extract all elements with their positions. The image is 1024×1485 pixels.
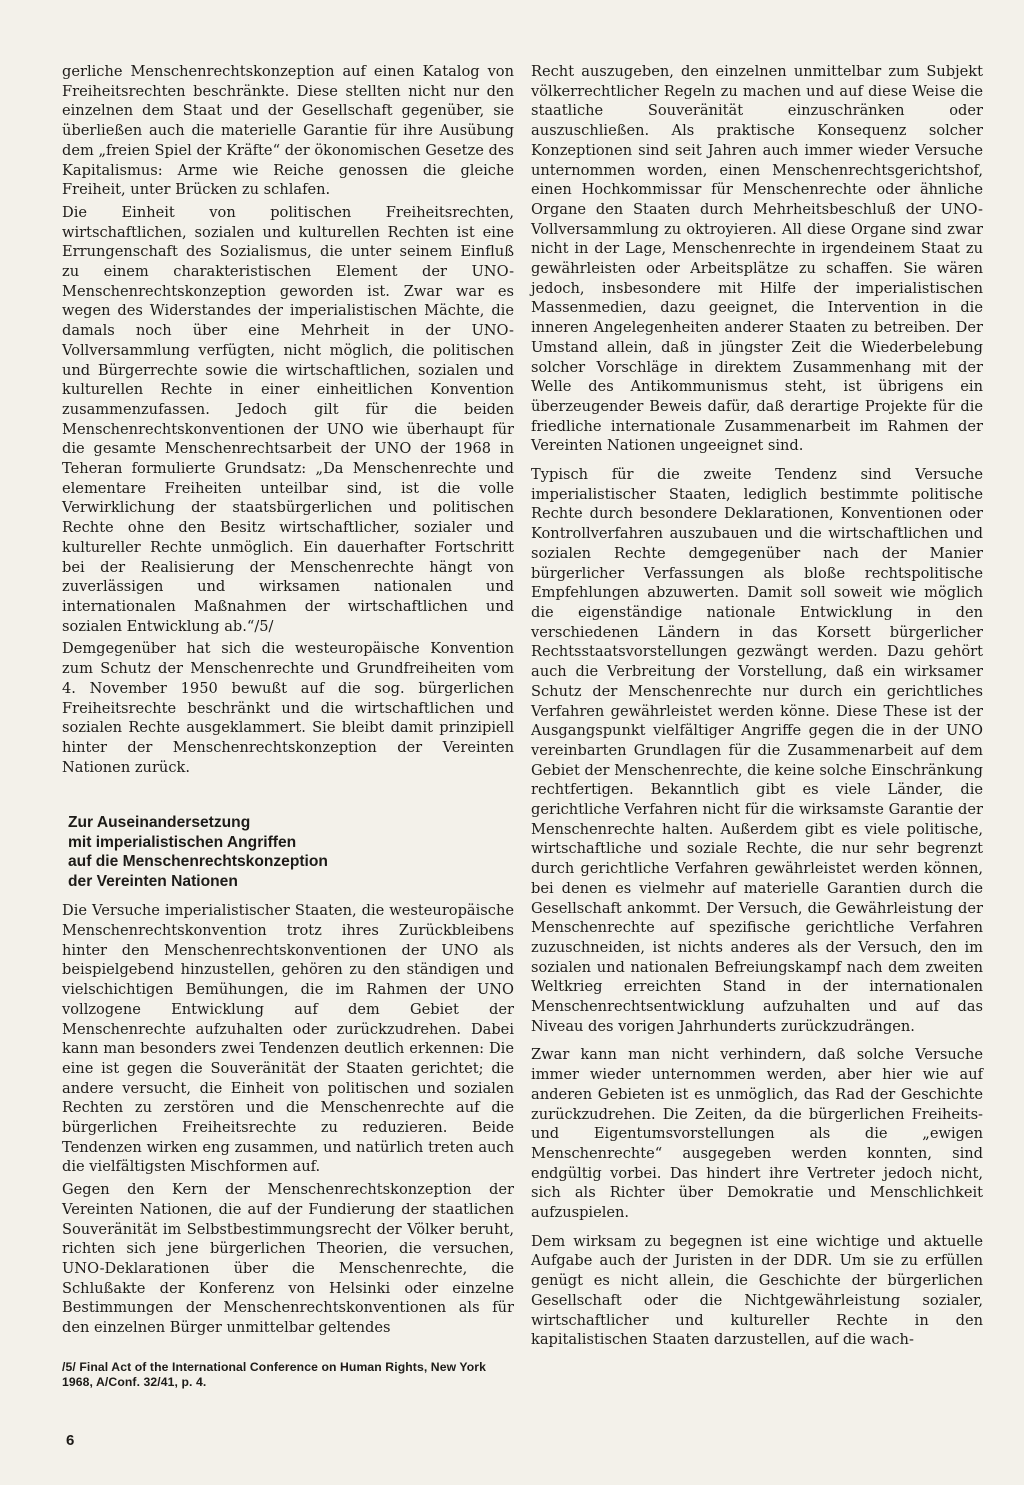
paragraph: Typisch für die zweite Tendenz sind Versuche imperialistischer Staaten, lediglich bestimmte politische Rechte durch besondere Deklarationen, Konventionen oder Kontrollverfahren auszubauen und die wirtschaftlichen und sozialen Rechte demgegenüber nach der Manier bürgerlicher Verfassungen als bloße rechtspolitische Empfehlungen abzuwerten. Damit soll soweit wie möglich die eigenständige nationale Entwicklung in den verschiedenen Ländern in das Korsett bürgerlicher Rechtsstaatsvorstellungen gezwängt werden. Dazu gehört auch die Verbreitung der Vorstellung, daß ein wirksamer Schutz der Menschenrechte nur durch ein gerichtliches Verfahren gewährleistet werden könne. Diese These ist der Ausgangspunkt vielfältiger Angriffe gegen die in der UNO vereinbarten Grundlagen für die Zusammenarbeit auf dem Gebiet der Menschenrechte, die keine solche Einschränkung rechtfertigen. Bekanntlich gibt es viele Länder, die gerichtliche Verfahren nicht für die wirksamste Garantie der Menschenrechte halten. Außerdem gibt es viele politische, wirtschaftliche und soziale Rechte, die nur sehr begrenzt durch gerichtliche Verfahren gewährleistet werden können, bei denen es vielmehr auf materielle Garantien durch die Gesellschaft ankommt. Der Versuch, die Gewährleistung der Menschenrechte auf spezifische gerichtliche Verfahren zuzuschneiden, ist nichts anderes als der Versuch, den im sozialen und nationalen Befreiungskampf nach dem zweiten Weltkrieg erreichten Stand in der internationalen Menschenrechtsentwicklung aufzuhalten und auf das Niveau des vorigen Jahrhunderts zurückzudrängen. <box>531 466 983 1035</box>
heading-line: der Vereinten Nationen <box>68 872 238 890</box>
right-column <box>531 62 983 1359</box>
heading-line: auf die Menschenrechtskonzeption <box>68 853 328 871</box>
left-column <box>62 62 514 1390</box>
heading-line: mit imperialistischen Angriffen <box>68 833 297 851</box>
paragraph: Die Versuche imperialistischer Staaten, die westeuropäische Menschenrechtskonvention trotz ihres Zurückbleibens hinter den Menschenrechtskonventionen der UNO als beispielgebend hinzustellen, gehören zu den ständigen und vielschichtigen Bemühungen, die im Rahmen der UNO vollzogene Entwicklung auf dem Gebiet der Menschenrechte aufzuhalten oder zurückzudrehen. Dabei kann man besonders zwei Tendenzen deutlich erkennen: Die eine ist gegen die Souveränität der Staaten gerichtet; die andere versucht, die Einheit von politischen und sozialen Rechten zu zerstören und die Menschenrechte auf die bürgerlichen Freiheitsrechte zu reduzieren. Beide Tendenzen wirken eng zusammen, und natürlich treten auch die vielfältigsten Mischformen auf. <box>62 902 514 1176</box>
paragraph: gerliche Menschenrechtskonzeption auf einen Katalog von Freiheitsrechten beschränkte. Diese stellten nicht nur den einzelnen dem Staat und der Gesellschaft gegenüber, sie überließen auch die materielle Garantie für ihre Ausübung dem „freien Spiel der Kräfte“ der ökonomischen Gesetze des Kapitalismus: Arme wie Reiche genossen die gleiche Freiheit, unter Brücken zu schlafen. <box>62 63 514 199</box>
paragraph: Demgegenüber hat sich die westeuropäische Konvention zum Schutz der Menschenrechte und Grundfreiheiten vom 4. November 1950 bewußt auf die sog. bürgerlichen Freiheitsrechte beschränkt und die wirtschaftlichen und sozialen Rechte ausgeklammert. Sie bleibt damit prinzipiell hinter der Menschenrechtskonzeption der Vereinten Nationen zurück. <box>62 640 514 776</box>
section-heading <box>68 813 514 891</box>
paragraph: Recht auszugeben, den einzelnen unmittelbar zum Subjekt völkerrechtlicher Regeln zu machen und auf diese Weise die staatliche Souveränität einzuschränken oder auszuschließen. Als praktische Konsequenz solcher Konzeptionen sind seit Jahren auch immer wieder Versuche unternommen worden, einen Menschenrechtsgerichtshof, einen Hochkommissar für Menschenrechte oder ähnliche Organe den Staaten durch Mehrheitsbeschluß der UNO-Vollversammlung zu oktroyieren. All diese Organe sind zwar nicht in der Lage, Menschenrechte in irgendeinem Staat zu gewährleisten oder Arbeitsplätze zu schaffen. Sie wären jedoch, insbesondere mit Hilfe der imperialistischen Massenmedien, dazu geeignet, die Intervention in die inneren Angelegenheiten anderer Staaten zu betreiben. Der Umstand allein, daß in jüngster Zeit die Wiederbelebung solcher Vorschläge in direktem Zusammenhang mit der Welle des Antikommunismus steht, ist übrigens ein überzeugender Beweis dafür, daß derartige Projekte für die friedliche internationale Zusammenarbeit im Rahmen der Vereinten Nationen ungeeignet sind. <box>531 63 983 455</box>
heading-line: Zur Auseinandersetzung <box>68 814 251 832</box>
paragraph: Gegen den Kern der Menschenrechtskonzeption der Vereinten Nationen, die auf der Fundierung der staatlichen Souveränität im Selbstbestimmungsrecht der Völker beruht, richten sich jene bürgerlichen Theorien, die versuchen, UNO-Deklarationen über die Menschenrechte, die Schlußakte der Konferenz von Helsinki oder einzelne Bestimmungen der Menschenrechtskonventionen als für den einzelnen Bürger unmittelbar geltendes <box>62 1181 514 1337</box>
paragraph: Die Einheit von politischen Freiheitsrechten, wirtschaftlichen, sozialen und kulturellen Rechten ist eine Errungenschaft des Sozialismus, die unter seinem Einfluß zu einem charakteristischen Element der UNO-Menschenrechtskonzeption geworden ist. Zwar war es wegen des Widerstandes der imperialistischen Mächte, die damals noch über eine Mehrheit in der UNO-Vollversammlung verfügten, nicht möglich, die politischen und Bürgerrechte sowie die wirtschaftlichen, sozialen und kulturellen Rechte in einer einheitlichen Konvention zusammenzufassen. Jedoch gilt für die beiden Menschenrechtskonventionen der UNO wie überhaupt für die gesamte Menschenrechtsarbeit der UNO der 1968 in Teheran formulierte Grundsatz: „Da Menschenrechte und elementare Freiheiten unteilbar sind, ist die volle Verwirklichung der staatsbürgerlichen und politischen Rechte ohne den Besitz wirtschaftlicher, sozialer und kultureller Rechte unmöglich. Ein dauerhafter Fortschritt bei der Realisierung der Menschenrechte hängt von zuverlässigen und wirksamen nationalen und internationalen Maßnahmen der wirtschaftlichen und sozialen Entwicklung ab.“/5/ <box>62 203 514 635</box>
paragraph: Zwar kann man nicht verhindern, daß solche Versuche immer wieder unternommen werden, aber hier wie auf anderen Gebieten ist es unmöglich, das Rad der Geschichte zurückzudrehen. Die Zeiten, da die bürgerlichen Freiheits- und Eigentumsvorstellungen als die „ewigen Menschenrechte“ ausgegeben werden konnten, sind endgültig vorbei. Das hindert ihre Vertreter jedoch nicht, sich als Richter über Demokratie und Menschlichkeit aufzuspielen. <box>531 1046 983 1222</box>
page-number: 6 <box>66 1432 75 1449</box>
paragraph: Dem wirksam zu begegnen ist eine wichtige und aktuelle Aufgabe auch der Juristen in der DDR. Um sie zu erfüllen genügt es nicht allein, die Geschichte der bürgerlichen Gesellschaft oder die Nichtgewährleistung sozialer, wirtschaftlicher und kultureller Rechte in den kapitalistischen Staaten darzustellen, auf die wach- <box>531 1232 983 1349</box>
footnote: /5/ Final Act of the International Conference on Human Rights, New York 1968, A/Conf. 32/41, p. 4. <box>62 1359 487 1389</box>
